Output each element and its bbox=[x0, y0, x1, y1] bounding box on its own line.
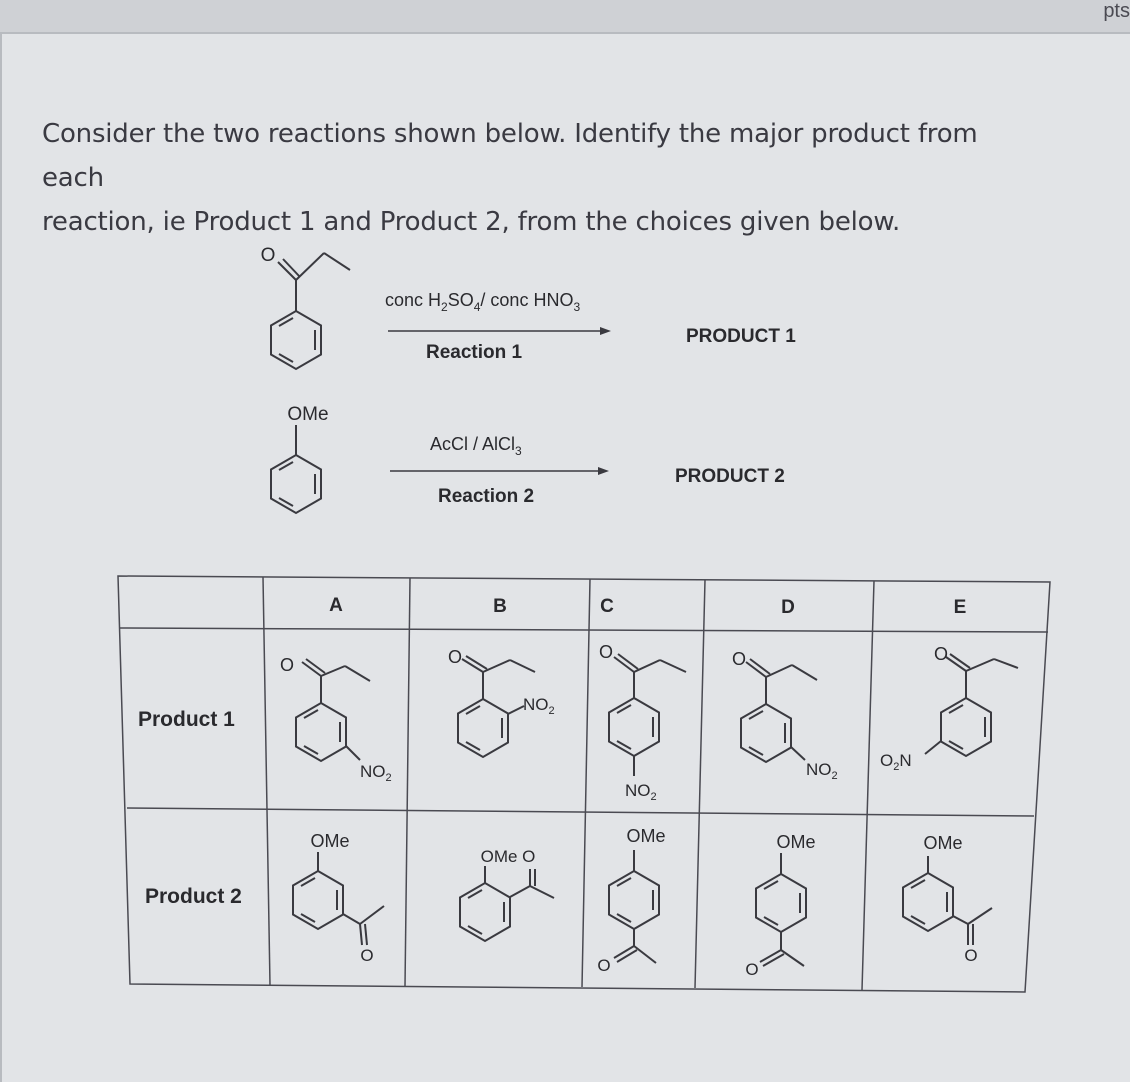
column-header-c: C bbox=[600, 596, 614, 617]
points-label: pts bbox=[1103, 0, 1130, 22]
anisole-structure bbox=[271, 404, 329, 513]
svg-text:OMe: OMe bbox=[626, 826, 666, 846]
choice-e-product-2[interactable] bbox=[903, 833, 992, 965]
svg-text:NO2: $NO_2$ bbox=[360, 762, 392, 784]
svg-text:O: O bbox=[964, 946, 978, 965]
column-header-b: B bbox=[493, 596, 507, 617]
choice-a-product-1[interactable] bbox=[280, 655, 392, 784]
choice-a-product-2[interactable] bbox=[293, 831, 384, 965]
svg-text:OMe: OMe bbox=[923, 833, 963, 853]
svg-text:NO2: $NO_2$ bbox=[625, 781, 657, 803]
product-2-label: PRODUCT 2 bbox=[675, 466, 785, 487]
question-line-2: reaction, ie Product 1 and Product 2, from the choices given below. bbox=[42, 207, 901, 237]
answer-table-grid bbox=[118, 576, 1050, 992]
svg-text:NO2: $NO_2$ bbox=[523, 695, 555, 717]
reaction-1-arrow bbox=[388, 327, 611, 335]
svg-text:O: O bbox=[933, 644, 949, 664]
svg-text:O: O bbox=[597, 956, 611, 975]
svg-text:OMe: OMe bbox=[776, 832, 816, 852]
row-header-product-2: Product 2 bbox=[145, 885, 242, 908]
svg-text:O: O bbox=[279, 655, 295, 675]
choice-d-product-2[interactable] bbox=[745, 832, 815, 979]
choice-b-product-1[interactable] bbox=[448, 647, 555, 757]
choice-b-product-2[interactable] bbox=[460, 847, 554, 941]
column-header-e: E bbox=[953, 597, 967, 618]
svg-text:O: O bbox=[598, 642, 614, 662]
choice-c-product-1[interactable] bbox=[599, 642, 686, 803]
carbonyl-oxygen-label: O bbox=[260, 245, 276, 266]
reaction-2-reagent: AcCl / AlCl$_3$ bbox=[430, 434, 522, 458]
column-header-d: D bbox=[781, 597, 795, 618]
svg-text:O: O bbox=[360, 946, 374, 965]
svg-text:OMe O: OMe O bbox=[480, 847, 536, 866]
choice-d-product-1[interactable] bbox=[732, 649, 838, 782]
svg-text:O: O bbox=[745, 960, 759, 979]
reaction-2-arrow bbox=[390, 467, 609, 475]
column-header-a: A bbox=[329, 595, 343, 616]
reaction-1-label: Reaction 1 bbox=[426, 342, 523, 363]
product-1-label: PRODUCT 1 bbox=[686, 326, 796, 347]
choice-e-product-1[interactable] bbox=[880, 644, 1018, 773]
row-header-product-1: Product 1 bbox=[138, 708, 235, 731]
svg-text:O: O bbox=[731, 649, 747, 669]
propiophenone-structure bbox=[261, 245, 350, 369]
svg-text:O: O bbox=[447, 647, 463, 667]
choice-c-product-2[interactable] bbox=[597, 826, 665, 975]
svg-text:O2N: $O_2N$ bbox=[880, 751, 912, 773]
methoxy-label: OMe bbox=[287, 404, 329, 425]
svg-text:OMe: OMe bbox=[310, 831, 350, 851]
reaction-2-label: Reaction 2 bbox=[438, 486, 535, 507]
svg-text:NO2: $NO_2$ bbox=[806, 760, 838, 782]
question-line-1: Consider the two reactions shown below. Identify the major product from each bbox=[42, 119, 978, 193]
reaction-1-reagent: conc $H_2SO_4/$ conc $HNO_3$ bbox=[385, 290, 581, 314]
